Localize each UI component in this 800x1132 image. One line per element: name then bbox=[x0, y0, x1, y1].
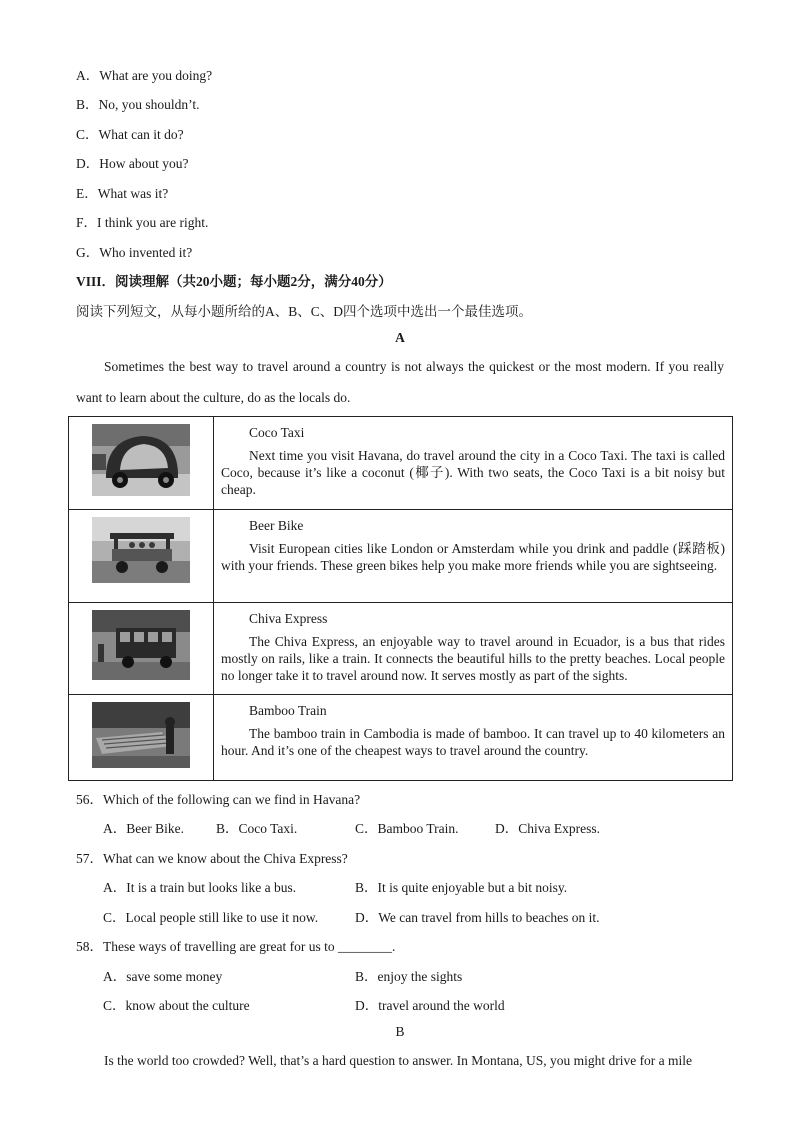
question-57: 57．What can we know about the Chiva Express? bbox=[76, 851, 348, 866]
passage-b-label: B bbox=[395, 1024, 405, 1039]
beer-bike-photo bbox=[92, 517, 190, 583]
chiva-express-photo bbox=[92, 610, 190, 680]
choice-56-a: A．Beer Bike. bbox=[103, 821, 184, 836]
bamboo-train-photo bbox=[92, 702, 190, 768]
table-row bbox=[69, 510, 733, 603]
choice-57-c: C．Local people still like to use it now. bbox=[103, 910, 319, 925]
option-f: F．I think you are right. bbox=[76, 215, 209, 230]
text-cell bbox=[214, 603, 733, 695]
option-c: C．What can it do? bbox=[76, 127, 184, 142]
row-text: The Chiva Express, an enjoyable way to travel around in Ecuador, is a bus that rides mostly on rails, like a train. It connects the beautiful hills to the pretty beaches. Local people no longer take it to travel around now. It serves mostly as part of the sights. bbox=[221, 634, 725, 683]
question-56: 56．Which of the following can we find in Havana? bbox=[76, 792, 361, 807]
row-text: Visit European cities like London or Amsterdam while you drink and paddle (踩踏板) with your friends. These green bikes help you make more friends while you are sightseeing. bbox=[221, 541, 725, 573]
row-text: The bamboo train in Cambodia is made of bamboo. It can travel up to 40 kilometers an hour. And it’s one of the cheapest ways to travel around the country. bbox=[221, 726, 725, 758]
row-text: Next time you visit Havana, do travel around the city in a Coco Taxi. The taxi is called Coco, because it’s like a coconut (椰子). With two seats, the Coco Taxi is a bit noisy but cheap. bbox=[221, 448, 725, 497]
passage-a-label: A bbox=[395, 330, 405, 345]
choice-56-d: D．Chiva Express. bbox=[495, 821, 600, 836]
choice-58-a: A．save some money bbox=[103, 969, 223, 984]
choice-58-c: C．know about the culture bbox=[103, 998, 250, 1013]
row-title: Coco Taxi bbox=[249, 425, 305, 440]
row-title: Bamboo Train bbox=[249, 703, 327, 718]
image-cell bbox=[69, 695, 214, 781]
choice-58-b: B．enjoy the sights bbox=[355, 969, 463, 984]
choice-57-b: B．It is quite enjoyable but a bit noisy. bbox=[355, 880, 568, 895]
passage-b-intro: Is the world too crowded? Well, that’s a hard question to answer. In Montana, US, you might drive for a mile bbox=[104, 1053, 693, 1068]
option-e: E．What was it? bbox=[76, 186, 169, 201]
option-d: D．How about you? bbox=[76, 156, 189, 171]
section-instruction: 阅读下列短文，从每小题所给的A、B、C、D四个选项中选出一个最佳选项。 bbox=[76, 304, 533, 319]
option-b: B．No, you shouldn’t. bbox=[76, 97, 200, 112]
choice-56-b: B．Coco Taxi. bbox=[216, 821, 298, 836]
choice-57-a: A．It is a train but looks like a bus. bbox=[103, 880, 297, 895]
question-58: 58．These ways of travelling are great for us to ________. bbox=[76, 939, 396, 954]
text-cell bbox=[214, 510, 733, 603]
transport-table bbox=[68, 416, 733, 781]
passage-a-intro: Sometimes the best way to travel around a country is not always the quickest or the most modern. If you really want to learn about the culture, do as the locals do. bbox=[76, 359, 724, 405]
image-cell bbox=[69, 510, 214, 603]
image-cell bbox=[69, 417, 214, 510]
text-cell bbox=[214, 417, 733, 510]
option-g: G．Who invented it? bbox=[76, 245, 193, 260]
section-heading: VIII．阅读理解（共20小题；每小题2分，满分40分） bbox=[76, 274, 392, 289]
table-row bbox=[69, 417, 733, 510]
text-cell bbox=[214, 695, 733, 781]
option-a: A．What are you doing? bbox=[76, 68, 213, 83]
row-title: Chiva Express bbox=[249, 611, 328, 626]
table-row bbox=[69, 695, 733, 781]
choice-57-d: D．We can travel from hills to beaches on it. bbox=[355, 910, 600, 925]
table-row bbox=[69, 603, 733, 695]
coco-taxi-photo bbox=[92, 424, 190, 496]
image-cell bbox=[69, 603, 214, 695]
choice-56-c: C．Bamboo Train. bbox=[355, 821, 459, 836]
choice-58-d: D．travel around the world bbox=[355, 998, 505, 1013]
row-title: Beer Bike bbox=[249, 518, 304, 533]
